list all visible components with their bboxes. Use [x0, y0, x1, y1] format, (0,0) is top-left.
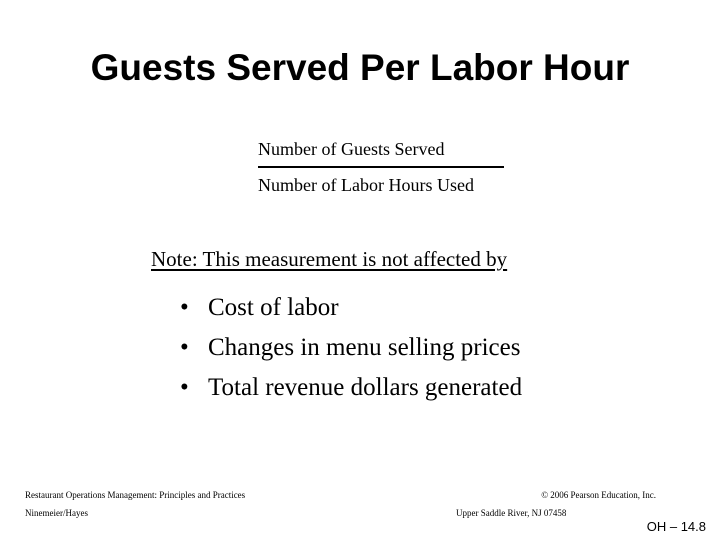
formula-fraction	[258, 138, 504, 196]
footer-book-info	[25, 486, 245, 522]
bullet-text: Cost of labor	[208, 294, 339, 321]
bullet-icon: •	[180, 294, 189, 321]
slide-title: Guests Served Per Labor Hour	[90, 47, 630, 88]
bullet-item	[180, 368, 522, 408]
footer-publisher-address: Upper Saddle River, NJ 07458	[456, 508, 567, 518]
bullet-list	[180, 288, 522, 408]
footer-copyright: © 2006 Pearson Education, Inc.	[541, 490, 656, 500]
footer-book-title: Restaurant Operations Management: Principles and Practices	[25, 490, 246, 500]
bullet-icon: •	[180, 374, 189, 401]
bullet-item	[180, 328, 522, 368]
note-text: Note: This measurement is not affected by	[151, 247, 508, 271]
formula-denominator: Number of Labor Hours Used	[258, 175, 474, 195]
bullet-text: Total revenue dollars generated	[208, 374, 523, 401]
bullet-item	[180, 288, 522, 328]
slide-number: OH – 14.8	[646, 519, 706, 534]
bullet-icon: •	[180, 334, 189, 361]
formula-numerator: Number of Guests Served	[258, 139, 445, 159]
footer-authors: Ninemeier/Hayes	[25, 508, 88, 518]
footer-publisher-info	[456, 486, 656, 522]
bullet-text: Changes in menu selling prices	[208, 334, 521, 361]
